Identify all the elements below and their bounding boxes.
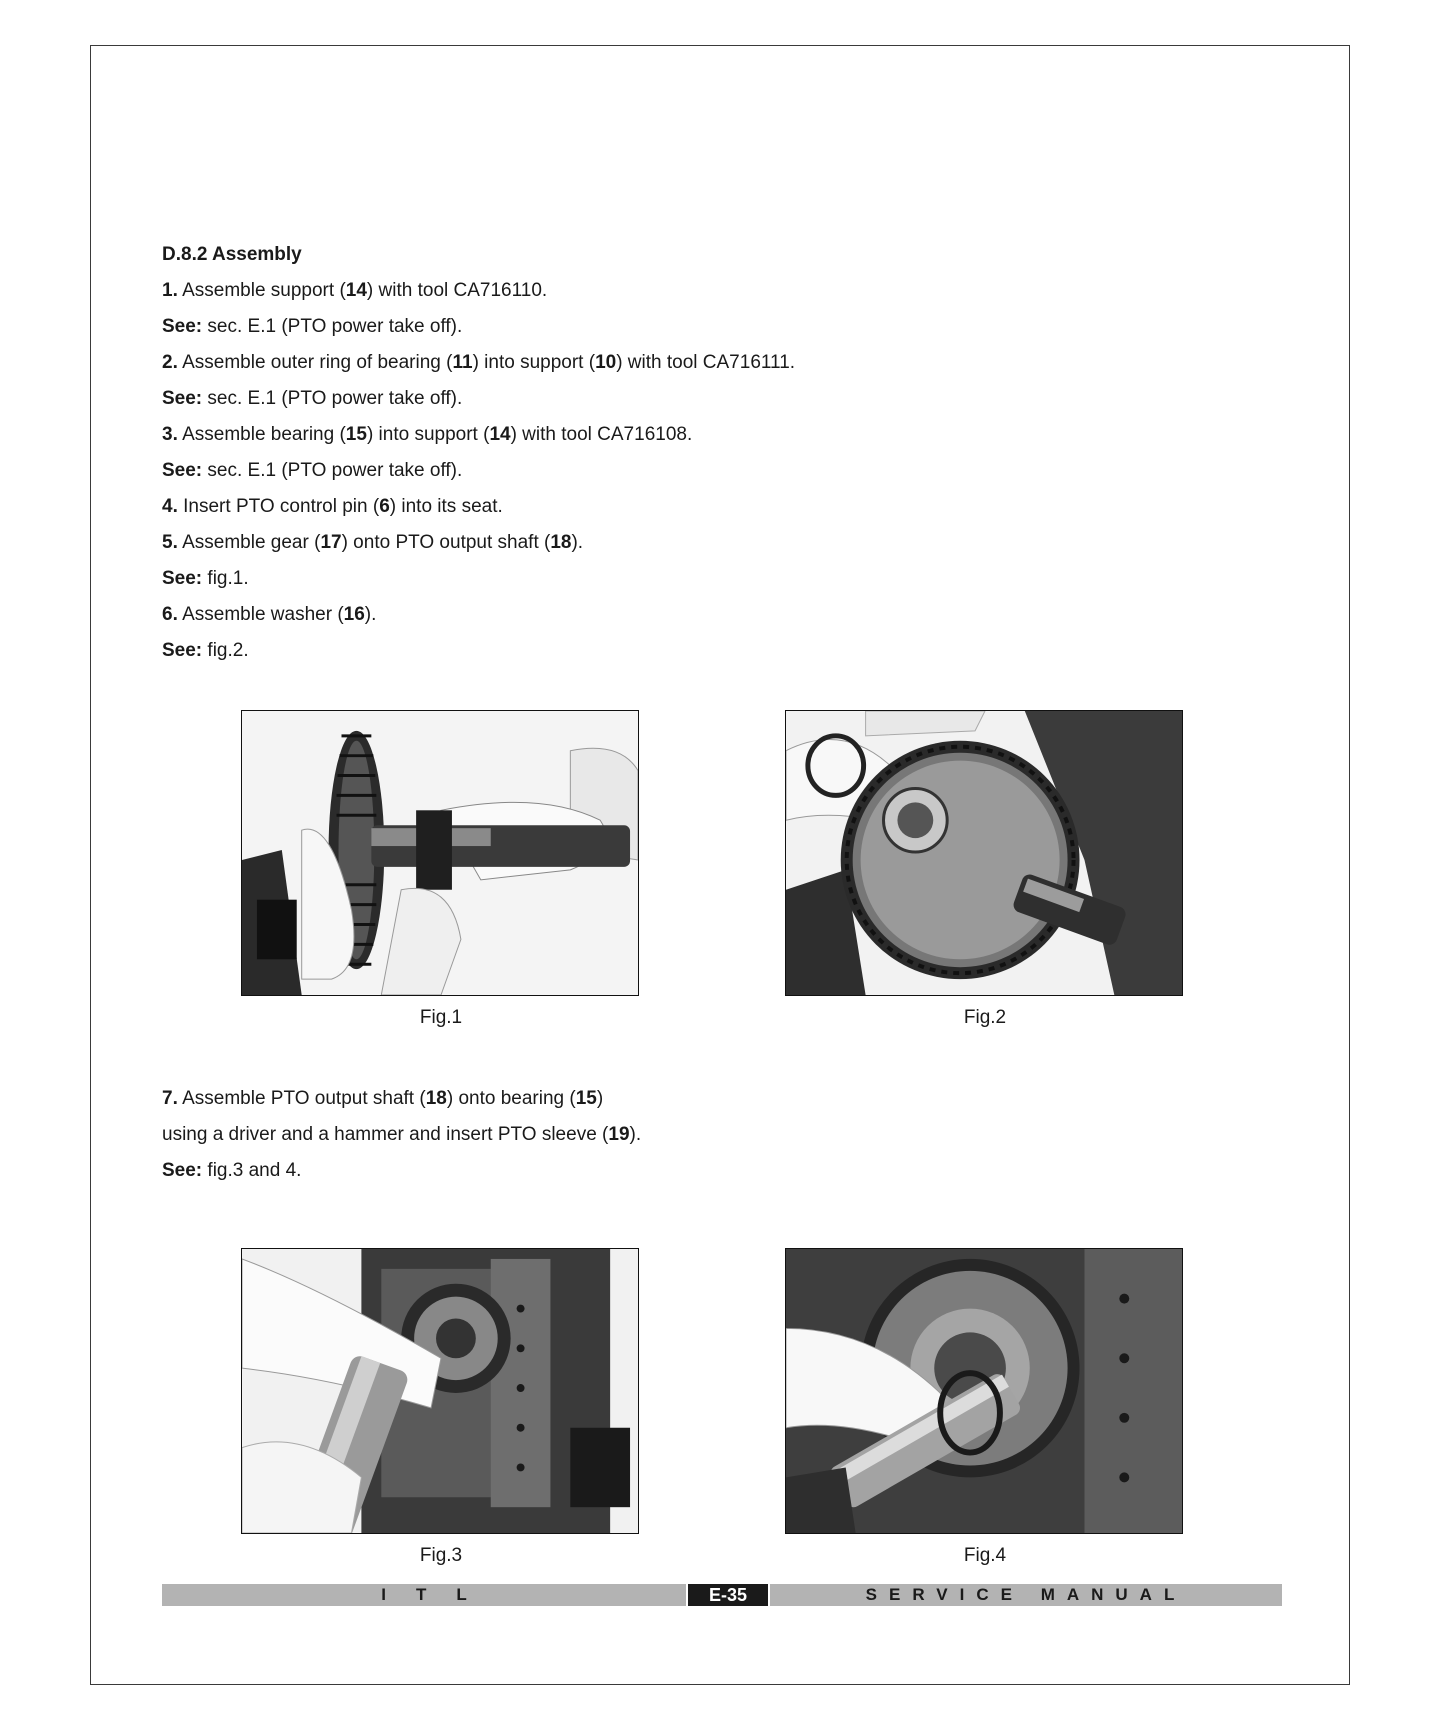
figure-4-caption: Fig.4 [963,1545,1007,1566]
figure-1 [241,710,641,1030]
step-line: 1. Assemble support (14) with tool CA716110. [162,280,548,301]
footer-manual-title: SERVICE MANUAL [770,1584,1282,1606]
step-line: using a driver and a hammer and insert PTO sleeve (19). [162,1124,642,1145]
figure-3-photo [241,1248,639,1534]
gear-shaft-illustration [242,711,638,995]
see-line: See: fig.2. [162,640,249,661]
step-7 [162,1081,1282,1189]
shaft-driver-illustration [242,1249,638,1533]
step-line: 3. Assemble bearing (15) into support (14) with tool CA716108. [162,424,693,445]
see-line: See: sec. E.1 (PTO power take off). [162,460,463,481]
page-footer [162,1584,1282,1606]
step-line: 2. Assemble outer ring of bearing (11) into support (10) with tool CA716111. [162,352,796,373]
footer-brand: ITL [162,1584,686,1606]
step-line: 5. Assemble gear (17) onto PTO output shaft (18). [162,532,584,553]
figure-1-caption: Fig.1 [419,1007,463,1028]
page-number: E-35 [688,1584,768,1606]
sleeve-insert-illustration [786,1249,1182,1533]
figure-3 [241,1248,641,1568]
figure-2-caption: Fig.2 [963,1007,1007,1028]
see-line: See: sec. E.1 (PTO power take off). [162,388,463,409]
figure-4 [785,1248,1185,1568]
figure-3-caption: Fig.3 [419,1545,463,1566]
see-line: See: sec. E.1 (PTO power take off). [162,316,463,337]
section-heading: D.8.2 Assembly [162,244,302,265]
figure-1-photo [241,710,639,996]
see-line: See: fig.1. [162,568,249,589]
gear-washer-illustration [786,711,1182,995]
figure-2 [785,710,1185,1030]
step-line: 6. Assemble washer (16). [162,604,377,625]
see-line: See: fig.3 and 4. [162,1160,302,1181]
assembly-section [162,237,1282,669]
figure-4-photo [785,1248,1183,1534]
step-line: 4. Insert PTO control pin (6) into its seat. [162,496,503,517]
figure-2-photo [785,710,1183,996]
step-line: 7. Assemble PTO output shaft (18) onto bearing (15) [162,1088,604,1109]
